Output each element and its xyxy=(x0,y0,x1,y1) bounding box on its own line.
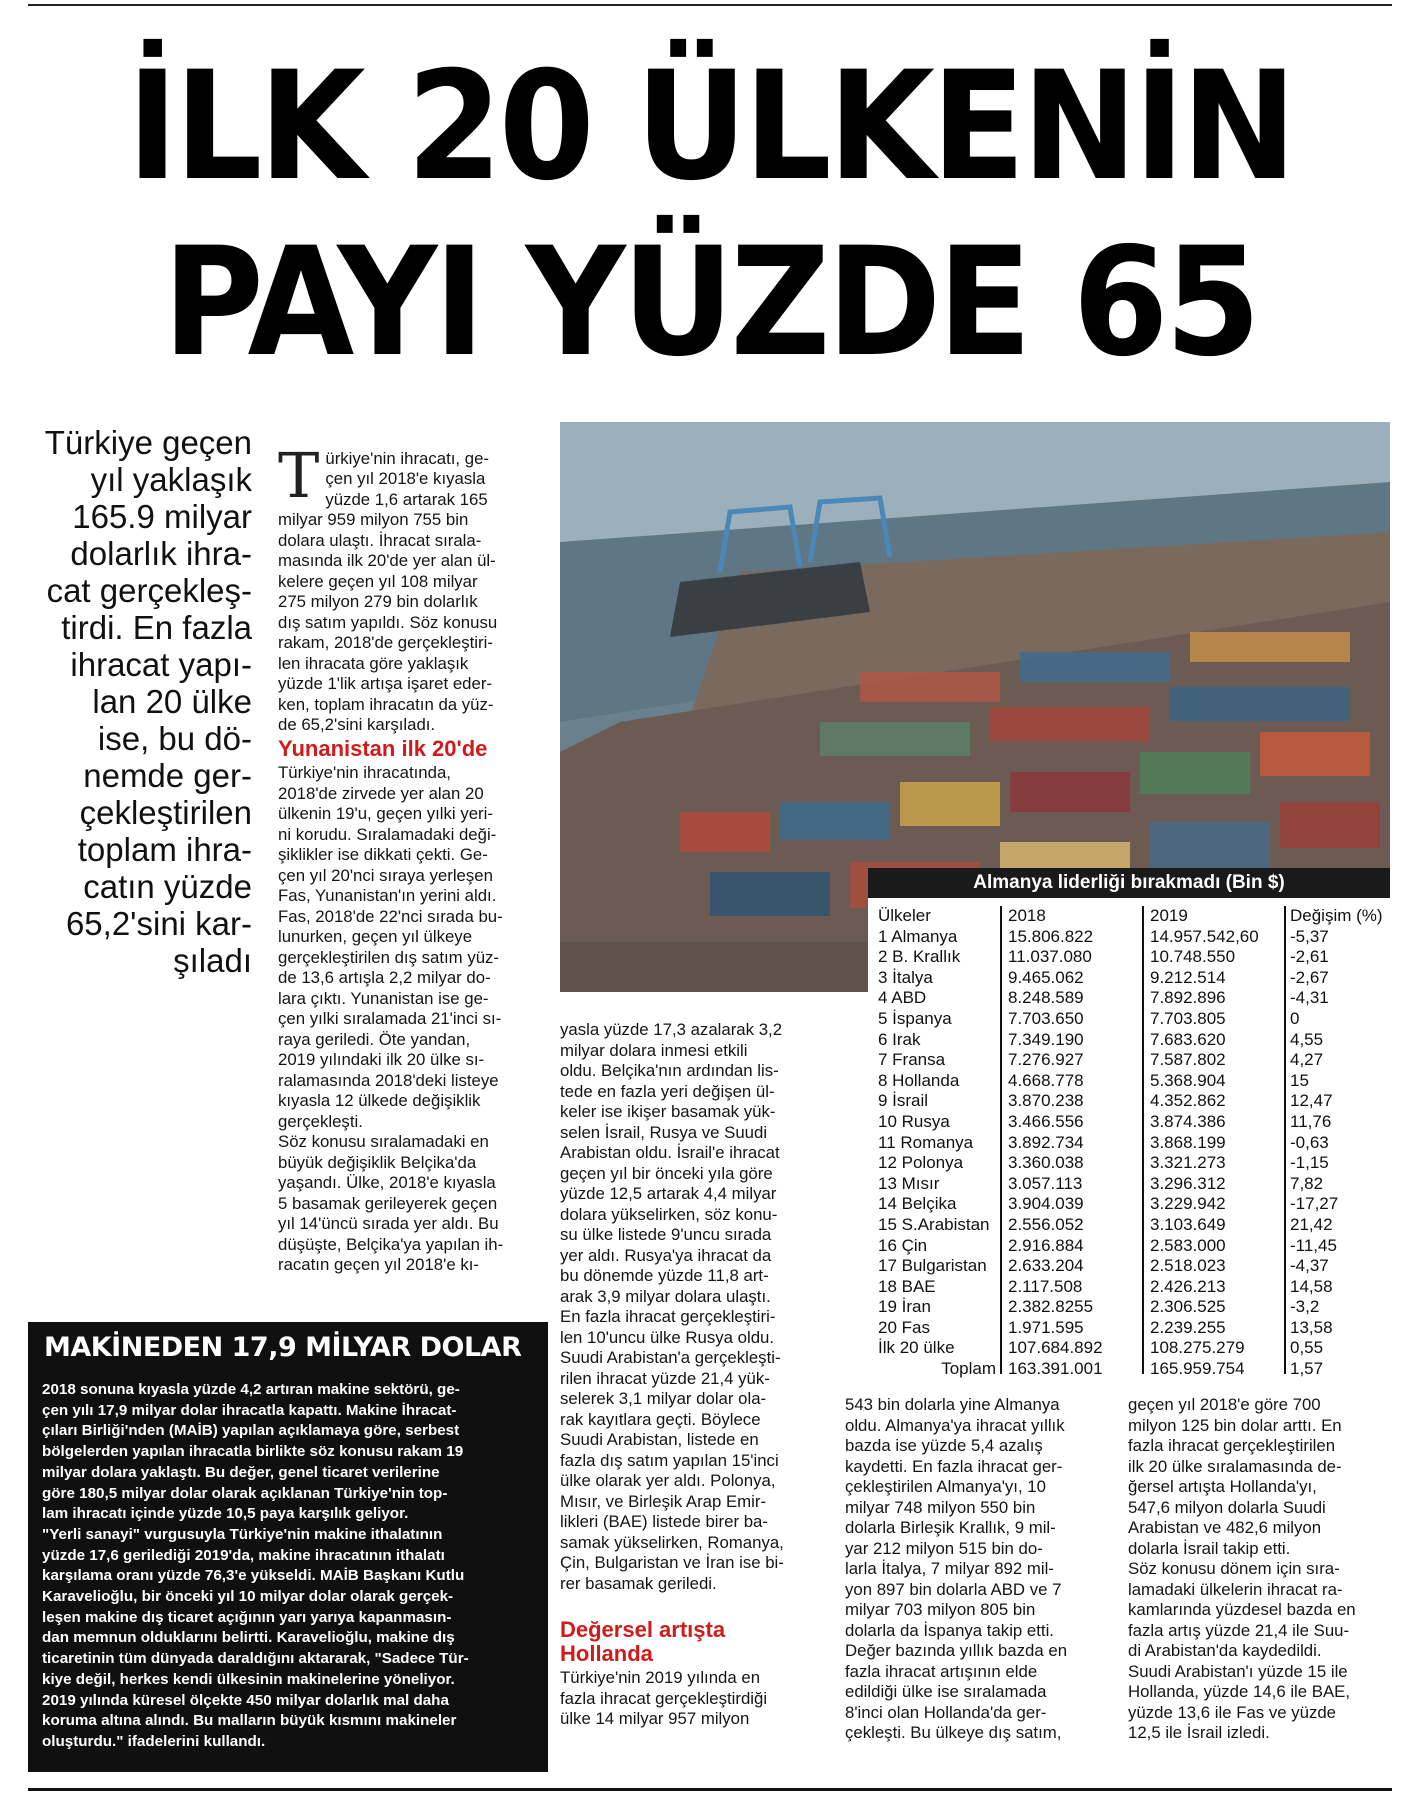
table-cell: 2.583.000 xyxy=(1150,1235,1226,1255)
table-cell: 7 Fransa xyxy=(878,1050,946,1070)
table-cell: 3.321.273 xyxy=(1150,1153,1226,1173)
table-cell: 4.668.778 xyxy=(1008,1070,1084,1090)
table-cell: 4.352.862 xyxy=(1150,1091,1226,1111)
table-cell: -2,67 xyxy=(1290,967,1329,987)
table-cell: 7.683.620 xyxy=(1150,1029,1226,1049)
table-cell: İlk 20 ülke xyxy=(878,1338,955,1358)
table-cell: 0 xyxy=(1290,1008,1300,1028)
table-cell: -2,61 xyxy=(1290,947,1329,967)
table-cell: 3.229.942 xyxy=(1150,1194,1226,1214)
table-cell: 5 İspanya xyxy=(878,1008,952,1028)
table-cell: 11.037.080 xyxy=(1008,947,1092,967)
subhead-yunanistan: Yunanistan ilk 20'de xyxy=(278,736,488,761)
table-header-country: Ülkeler xyxy=(878,906,931,925)
table-cell: -17,27 xyxy=(1290,1194,1339,1214)
table-title: Almanya liderliği bırakmadı (Bin $) xyxy=(868,868,1390,898)
table-column-2019 xyxy=(1150,906,1284,1380)
table-cell: 5.368.904 xyxy=(1150,1070,1226,1090)
article-intro xyxy=(278,428,510,736)
table-cell: 7.276.927 xyxy=(1008,1050,1084,1070)
table-cell: 1,57 xyxy=(1290,1359,1324,1379)
table-cell: 21,42 xyxy=(1290,1214,1333,1234)
table-cell: 7.703.650 xyxy=(1008,1008,1084,1028)
headline-line-1: İLK 20 ÜLKENİN xyxy=(126,40,1294,214)
table-cell: 20 Fas xyxy=(878,1317,930,1337)
table-cell: 7.349.190 xyxy=(1008,1029,1084,1049)
table-column-2018 xyxy=(1008,906,1142,1380)
table-cell: 2 B. Krallık xyxy=(878,947,961,967)
article-column-1b: Türkiye'nin ihracatında, 2018'de zirvede yer alan 20 ülkenin 19'u, geçen yılki yeri- ni korudu. Sıralamadaki deği- şiklikler ise dikkati çekti. Ge- çen yıl 20'nci sıraya yerleşen Fas, Yunanistan'ın yerini aldı. Fas, 2018'de 22'nci sırada bu- lunurken, geçen yıl ülkeye gerçekleştirilen dış satım yüz- de 13,6 artışla 2,2 milyar do- lara çıktı. Yunanistan ise ge- çen yılki sıralamada 21'inci sı- raya geriledi. Öte yandan, 2019 yılındaki ilk 20 ülke sı- ralamasında 2018'deki listeye kıyasla 12 ülkede değişiklik gerçekleşti. Söz konusu sıralamadaki en büyük değişiklik Belçika'da yaşandı. Ülke, 2018'e kıyasla 5 basamak gerileyerek geçen yıl 14'üncü sırada yer aldı. Bu düşüşte, Belçika'ya yapılan ih- racatın geçen yıl 2018'e kı- xyxy=(278,763,504,1274)
table-cell: 1.971.595 xyxy=(1008,1317,1084,1337)
table-cell: 2.556.052 xyxy=(1008,1214,1084,1234)
table-cell: 14,58 xyxy=(1290,1276,1333,1296)
table-header-change: Değişim (%) xyxy=(1290,906,1383,925)
subhead-hollanda: Değersel artışta Hollanda xyxy=(560,1617,726,1666)
table-cell: -0,63 xyxy=(1290,1132,1329,1152)
table-header-2019: 2019 xyxy=(1150,906,1188,925)
table-cell: 7,82 xyxy=(1290,1173,1324,1193)
table-cell: 12 Polonya xyxy=(878,1153,964,1173)
table-cell: 3.296.312 xyxy=(1150,1173,1226,1193)
table-cell: 2.117.508 xyxy=(1008,1276,1083,1296)
table-cell: 17 Bulgaristan xyxy=(878,1256,987,1276)
machine-box-text: 2018 sonuna kıyasla yüzde 4,2 artıran makine sektörü, ge- çen yılı 17,9 milyar dolar ihracatla kapattı. Makine İhracat- çıları Birliği'nden (MAİB) yapılan açıklamaya göre, serbest bölgelerden yapılan ihracatla birlikte söz konusu rakam 19 milyar dolara yaklaştı. Bu değer, genel ticaret verilerine göre 180,5 milyar dolar olarak açıklanan Türkiye'nin top- lam ihracatı içinde yüzde 10,5 paya karşılık geliyor. "Yerli sanayi" vurgusuyla Türkiye'nin makine ithalatının yüzde 17,6 gerilediği 2019'da, makine ihracatının ithalatı karşılama oranı yüzde 76,3'e yükseldi. MAİB Başkanı Kutlu Karavelioğlu, bir önceki yıl 10 milyar dolar olarak gerçek- leşen makine dış ticaret açığının yarı yarıya kapanmasın- dan memnun olduklarını belirtti. Karavelioğlu, makine dış ticaretinin tüm dünyada daraldığını aktararak, "Sadece Tür- kiye değil, herkes kendi ülkesinin makinelerine yöneliyor. 2019 yılında küresel ölçekte 450 milyar dolarlık mal daha koruma altına alındı. Bu malların büyük kısmını makineler oluşturdu." ifadelerini kullandı. xyxy=(42,1381,469,1750)
bottom-rule xyxy=(28,1788,1392,1791)
table-column-change xyxy=(1290,906,1390,1380)
table-cell: 3.360.038 xyxy=(1008,1153,1084,1173)
top-rule xyxy=(28,4,1392,6)
table-cell: 6 Irak xyxy=(878,1029,921,1049)
table-cell: 3.103.649 xyxy=(1150,1214,1226,1234)
article-column-4: geçen yıl 2018'e göre 700 milyon 125 bin dolar arttı. En fazla ihracat gerçekleştirilen ilk 20 ülke sıralamasında de- ğersel artışta Hollanda'yı, 547,6 milyon dolarla Suudi Arabistan ve 482,6 milyon dolarla İsrail takip etti. Söz konusu dönem için sıra- lamadaki ülkelerin ihracat ra- kamlarında yüzdesel bazda en fazla artış yüzde 21,4 ile Suu- di Arabistan'da kaydedildi. Suudi Arabistan'ı yüzde 15 ile Hollanda, yüzde 14,6 ile BAE, yüzde 13,6 ile Fas ve yüzde 12,5 ile İsrail izledi. xyxy=(1128,1395,1356,1742)
table-cell: 13,58 xyxy=(1290,1317,1333,1337)
table-cell: 3.868.199 xyxy=(1150,1132,1226,1152)
table-cell: 3.874.386 xyxy=(1150,1111,1226,1131)
table-cell: 7.892.896 xyxy=(1150,988,1226,1008)
machine-box-title: MAKİNEDEN 17,9 MİLYAR DOLAR xyxy=(44,1332,522,1363)
table-cell: 9.212.514 xyxy=(1150,967,1226,987)
table-cell: 163.391.001 xyxy=(1008,1359,1103,1379)
table-cell: 19 İran xyxy=(878,1297,931,1317)
table-cell: 2.382.8255 xyxy=(1008,1297,1094,1317)
table-cell: 8 Hollanda xyxy=(878,1070,960,1090)
table-cell: 3.870.238 xyxy=(1008,1091,1084,1111)
table-cell: 1 Almanya xyxy=(878,926,958,946)
table-cell: 9.465.062 xyxy=(1008,967,1084,987)
table-cell: 10.748.550 xyxy=(1150,947,1236,967)
table-cell: 9 İsrail xyxy=(878,1091,929,1111)
table-cell: 15 xyxy=(1290,1070,1309,1090)
table-cell: 15.806.822 xyxy=(1008,926,1094,946)
table-cell: 15 S.Arabistan xyxy=(878,1214,990,1234)
table-cell: 8.248.589 xyxy=(1008,988,1084,1008)
table-divider xyxy=(1000,906,1002,1374)
dropcap: T xyxy=(278,438,320,512)
table-cell: 2.239.255 xyxy=(1150,1317,1226,1337)
table-cell: 4,55 xyxy=(1290,1029,1324,1049)
table-cell: -11,45 xyxy=(1290,1235,1337,1255)
table-cell: 10 Rusya xyxy=(878,1111,950,1131)
table-cell: 18 BAE xyxy=(878,1276,936,1296)
table-cell: 11,76 xyxy=(1290,1111,1332,1131)
table-divider xyxy=(1284,906,1286,1374)
export-table xyxy=(868,868,1390,1380)
lead-summary: Türkiye geçen yıl yaklaşık 165.9 milyar dolarlık ihra- cat gerçekleş- tirdi. En fazla ihracat yapı- lan 20 ülke ise, bu dö- nemde ger- çekleştirilen toplam ihra- catın yüzde 65,2'sini kar- şıladı xyxy=(44,424,252,979)
table-cell: -5,37 xyxy=(1290,926,1329,946)
table-cell: 7.703.805 xyxy=(1150,1008,1226,1028)
table-cell: 4 ABD xyxy=(878,988,927,1008)
table-cell: 11 Romanya xyxy=(878,1132,974,1152)
table-cell: 7.587.802 xyxy=(1150,1050,1226,1070)
table-cell: 14 Belçika xyxy=(878,1194,957,1214)
table-cell: 13 Mısır xyxy=(878,1173,940,1193)
table-cell: 14.957.542,60 xyxy=(1150,926,1259,946)
table-cell: -4,37 xyxy=(1290,1256,1329,1276)
article-column-3: 543 bin dolarla yine Almanya oldu. Almanya'ya ihracat yıllık bazda ise yüzde 5,4 azalış kaydetti. En fazla ihracat ger- çekleştirilen Almanya'yı, 10 milyar 748 milyon 550 bin dolarla Birleşik Krallık, 9 mil- yar 212 milyon 515 bin do- larla İtalya, 7 milyar 892 mil- yon 897 bin dolarla ABD ve 7 milyar 703 milyon 805 bin dolarla da İspanya takip etti. Değer bazında yıllık bazda en fazla ihracat artışının elde edildiği ülke ise sıralamada 8'inci olan Hollanda'da ger- çekleşti. Bu ülkeye dış satım, xyxy=(845,1395,1068,1742)
table-cell: 107.684.892 xyxy=(1008,1338,1103,1358)
table-cell: 2.916.884 xyxy=(1008,1235,1084,1255)
table-cell: 4,27 xyxy=(1290,1050,1324,1070)
table-cell: 3 İtalya xyxy=(878,967,933,987)
table-cell: 3.892.734 xyxy=(1008,1132,1084,1152)
table-cell: 165.959.754 xyxy=(1150,1359,1245,1379)
table-cell: 2.518.023 xyxy=(1150,1256,1226,1276)
table-cell: 3.466.556 xyxy=(1008,1111,1084,1131)
table-cell: Toplam xyxy=(941,1359,996,1379)
table-cell: 108.275.279 xyxy=(1150,1338,1245,1358)
table-cell: 16 Çin xyxy=(878,1235,928,1255)
table-cell: 12,47 xyxy=(1290,1091,1333,1111)
machine-export-box xyxy=(28,1322,548,1772)
table-cell: -4,31 xyxy=(1290,988,1329,1008)
table-cell: 0,55 xyxy=(1290,1338,1324,1358)
article-column-2b: Türkiye'nin 2019 yılında en fazla ihracat gerçekleştirdiği ülke 14 milyar 957 milyon xyxy=(560,1668,768,1728)
article-intro-text: ürkiye'nin ihracatı, ge- çen yıl 2018'e kıyasla yüzde 1,6 artarak 165 milyar 959 milyon 755 bin dolara ulaştı. İhracat sırala- masında ilk 20'de yer alan ül- kelere geçen yıl 108 milyar 275 milyon 279 bin dolarlık dış satım yapıldı. Söz konusu rakam, 2018'de gerçekleştiri- len ihracata göre yaklaşık yüzde 1'lik artışa işaret eder- ken, toplam ihracatın da yüz- de 65,2'sini karşıladı. xyxy=(278,448,498,734)
table-cell: 3.057.113 xyxy=(1008,1173,1083,1193)
table-divider xyxy=(1142,906,1144,1374)
table-header-2018: 2018 xyxy=(1008,906,1046,925)
table-cell: 2.306.525 xyxy=(1150,1297,1226,1317)
table-cell: 2.426.213 xyxy=(1150,1276,1226,1296)
headline-line-2: PAYI YÜZDE 65 xyxy=(162,216,1258,390)
table-cell: -3,2 xyxy=(1290,1297,1320,1317)
table-cell: 2.633.204 xyxy=(1008,1256,1084,1276)
table-cell: 3.904.039 xyxy=(1008,1194,1084,1214)
table-cell: -1,15 xyxy=(1290,1153,1329,1173)
article-column-2: yasla yüzde 17,3 azalarak 3,2 milyar dolara inmesi etkili oldu. Belçika'nın ardından lis- tede en fazla yeri değişen ül- keler ise ikişer basamak yük- selen İsrail, Rusya ve Suudi Arabistan oldu. İsrail'e ihracat geçen yıl bir önceki yıla göre yüzde 12,5 artarak 4,4 milyar dolara yükselirken, söz konu- su ülke listede 9'uncu sırada yer aldı. Rusya'ya ihracat da bu dönemde yüzde 11,8 art- arak 3,9 milyar dolara ulaştı. En fazla ihracat gerçekleştiri- len 10'uncu ülke Rusya oldu. Suudi Arabistan'a gerçekleşti- rilen ihracat yüzde 21,4 yük- selerek 3,1 milyar dolar ola- rak kayıtlara geçti. Böylece Suudi Arabistan, listede en fazla dış satım yapılan 15'inci ülke olarak yer aldı. Polonya, Mısır, ve Birleşik Arap Emir- likleri (BAE) listede birer ba- samak yükselirken, Romanya, Çin, Bulgaristan ve İran ise bi- rer basamak geriledi. xyxy=(560,1020,784,1593)
table-column-country xyxy=(878,906,1000,1380)
